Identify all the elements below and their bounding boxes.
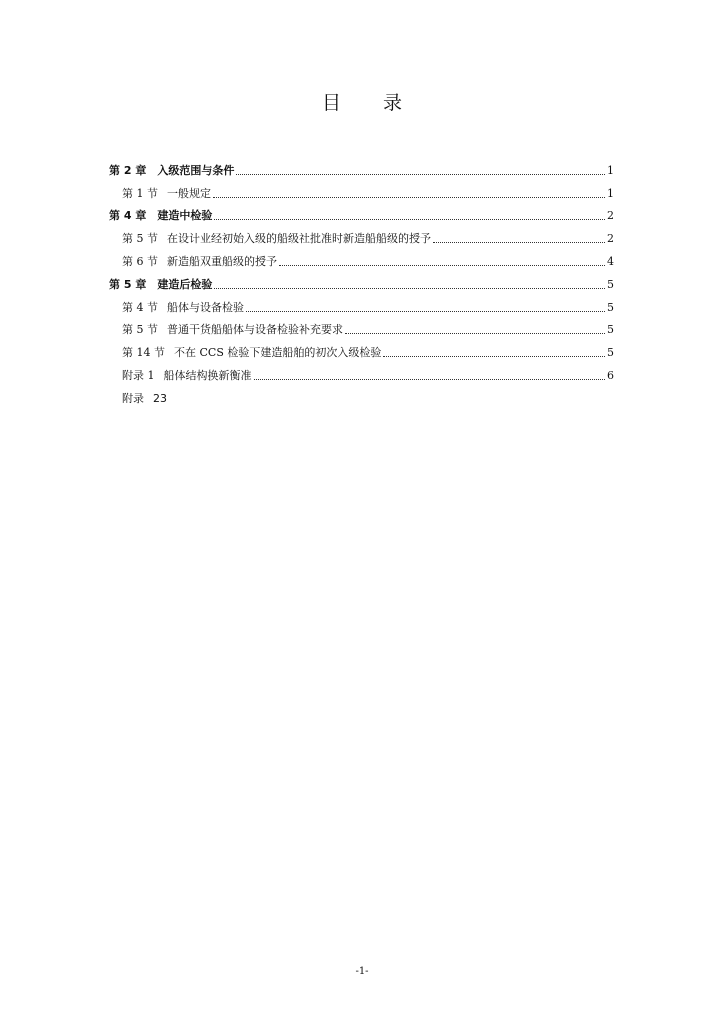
toc-dot-leader <box>433 242 605 243</box>
toc-entry-title: 入级范围与条件 <box>157 163 235 177</box>
toc-entry-number: 第 2 章 <box>109 163 147 177</box>
toc-entry-chapter-4[interactable] <box>109 201 614 224</box>
toc-entry-section-5b[interactable] <box>109 315 614 338</box>
toc-entry-title: 23 <box>153 391 167 405</box>
page-title: 目 录 <box>321 92 421 114</box>
toc-entry-number: 第 1 节 <box>122 186 158 200</box>
toc-entry-number: 第 14 节 <box>122 346 165 360</box>
toc-entry-title: 船体结构换新衡准 <box>163 368 252 382</box>
toc-dot-leader <box>236 174 605 175</box>
toc-dot-leader <box>254 379 606 380</box>
toc-dot-leader <box>279 265 605 266</box>
toc-entry-number: 第 4 节 <box>122 300 158 314</box>
toc-dot-leader <box>345 333 605 334</box>
table-of-contents <box>109 155 614 406</box>
toc-page-number: 5 <box>607 277 614 291</box>
toc-entry-chapter-2[interactable] <box>109 155 614 178</box>
toc-entry-appendix-23[interactable] <box>109 383 614 406</box>
toc-dot-leader <box>246 311 605 312</box>
toc-entry-section-6[interactable] <box>109 246 614 269</box>
toc-entry-title: 在设计业经初始入级的船级社批准时新造船船级的授予 <box>167 232 431 246</box>
toc-page-number: 5 <box>607 346 614 360</box>
toc-page-number: 6 <box>607 368 614 382</box>
toc-page-number: 2 <box>607 232 614 246</box>
toc-entry-title: 普通干货船船体与设备检验补充要求 <box>167 323 343 337</box>
toc-entry-title: 船体与设备检验 <box>167 300 244 314</box>
toc-entry-chapter-5[interactable] <box>109 269 614 292</box>
toc-entry-section-1[interactable] <box>109 178 614 201</box>
toc-entry-number: 第 6 节 <box>122 254 158 268</box>
toc-page-number: 4 <box>607 254 614 268</box>
toc-entry-number: 第 4 章 <box>109 209 147 223</box>
toc-page-number: 5 <box>607 323 614 337</box>
toc-page-number: 1 <box>607 186 614 200</box>
toc-dot-leader <box>214 288 605 289</box>
toc-entry-number: 第 5 章 <box>109 277 147 291</box>
toc-dot-leader <box>213 197 605 198</box>
toc-page-number: 2 <box>607 209 614 223</box>
page-number-footer: -1- <box>355 966 369 977</box>
toc-entry-section-14[interactable] <box>109 337 614 360</box>
toc-page-number: 1 <box>607 163 614 177</box>
toc-entry-title: 新造船双重船级的授予 <box>167 254 277 268</box>
toc-entry-title: 不在 CCS 检验下建造船舶的初次入级检验 <box>174 346 382 360</box>
toc-entry-title: 建造中检验 <box>157 209 213 223</box>
toc-entry-title: 建造后检验 <box>157 277 213 291</box>
toc-entry-number: 第 5 节 <box>122 323 158 337</box>
toc-dot-leader <box>383 356 605 357</box>
toc-dot-leader <box>214 219 605 220</box>
toc-entry-number: 附录 1 <box>122 368 155 382</box>
toc-entry-number: 第 5 节 <box>122 232 158 246</box>
toc-entry-title: 一般规定 <box>167 186 211 200</box>
toc-entry-section-5[interactable] <box>109 223 614 246</box>
toc-entry-number: 附录 <box>122 391 144 405</box>
toc-entry-section-4[interactable] <box>109 292 614 315</box>
toc-page-number: 5 <box>607 300 614 314</box>
toc-entry-appendix-1[interactable] <box>109 360 614 383</box>
